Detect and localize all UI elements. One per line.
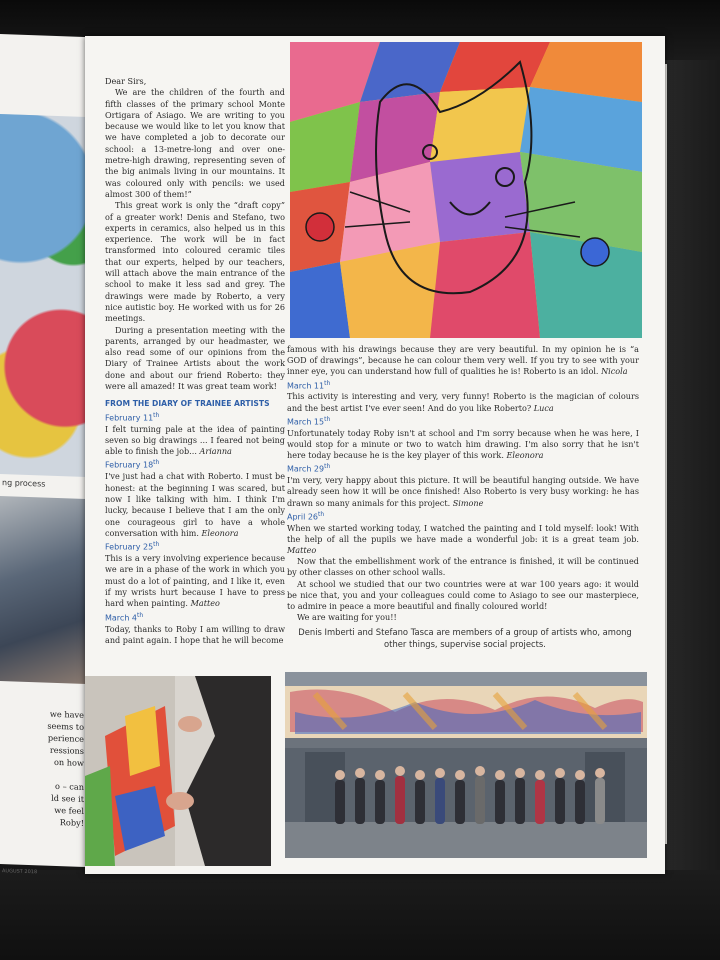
closing-paragraph-1: Now that the embellishment work of the entrance is finished, it will be continued by other classes on other school walls.: [287, 556, 639, 578]
letter-greeting: Dear Sirs,: [105, 76, 147, 86]
diary-entry: This is a very involving experience because we are in a phase of the work in which you must do a lot of painting, and I like it, even if my wrists hurt because I have to press hard when painting. Matteo: [105, 553, 285, 609]
diary-date: March 15th: [287, 415, 331, 427]
previous-page-footer: AUGUST 2018: [2, 868, 38, 876]
diary-date: February 25th: [105, 541, 160, 552]
diary-entry: I've just had a chat with Roberto. I must be honest: at the beginning I was scared, but now I like talking with him. I think I'm lucky, because I believe that I am the only one courageous girl to have a whole conversation with him. Eleonora: [105, 471, 285, 538]
diary-entry: When we started working today, I watched the painting and I told myself: look! With the help of all the pupils we have made a wonderful job: it is a great team job. Matteo: [287, 522, 639, 556]
diary-date: February 11th: [105, 411, 160, 423]
previous-page: [0, 34, 95, 876]
diary-date: March 4th: [105, 611, 144, 623]
diary-column-right: [287, 344, 639, 624]
letter-paragraph-2: This great work is only the “draft copy” of a greater work! Denis and Stefano, two experts in ceramics, also helped us in this experience. The work will be in fact transformed into coloured ceramic tiles that our experts, helped by our teachers, will attach above the main entrance of the school to make it less sad and grey. The drawings were made by Roberto, a very nice autistic boy. He worked with us for 26 meetings.: [105, 200, 285, 324]
diary-date: March 11th: [287, 379, 331, 391]
diary-entry: This activity is interesting and very, very funny! Roberto is the magician of colours and the best artist I've ever seen! And do you like Roberto? Luca: [287, 391, 639, 413]
letter-paragraph-3: During a presentation meeting with the parents, arranged by our headmaster, we also read some of our opinions from the Diary of Trainee Artists about the work done and about our friend Roberto: they were all amazed! It was great team work!: [105, 324, 285, 392]
background-bottom: [0, 870, 720, 960]
diary-entry: Unfortunately today Roby isn't at school and I'm sorry because when he was here, I would stop for a minute or two to watch him drawing. I'm also sorry that he isn't here today because he is the key player of this work. Eleonora: [287, 427, 639, 461]
closing-paragraph-2: At school we studied that our two countries were at war 100 years ago: it would be nice that, you and your colleagues could come to Asiago to see our masterpiece, to admire in peace a more beautiful and finally coloured world!: [287, 578, 639, 612]
diary-entry: I felt turning pale at the idea of painting seven so big drawings ... I feared not being able to finish the job... Arianna: [105, 423, 285, 457]
diary-heading: FROM THE DIARY OF TRAINEE ARTISTS: [105, 399, 270, 409]
previous-page-caption: ng process: [2, 478, 46, 489]
previous-page-photo: [0, 496, 86, 684]
authors-note: Denis Imberti and Stefano Tasca are members of a group of artists who, among other things, supervise social projects.: [298, 627, 632, 649]
diary-entry-start: Today, thanks to Roby I am willing to draw and paint again. I hope that he will become: [105, 623, 285, 645]
diary-date: February 18th: [105, 459, 160, 471]
diary-entry: I'm very, very happy about this picture. It will be beautiful hanging outside. We have already seen how it will be once finished! Also Roberto is very busy working: he has drawn so many animals for this project. Simone: [287, 475, 639, 508]
letter-paragraph-1: We are the children of the fourth and fifth classes of the primary school Monte Ortigara of Asiago. We are writing to you because we would like to let you know that we have completed a job to decorate our school: a 13-metre-long and over one-metre-high drawing, representing seven of the big animals living in our mountains. It was coloured only with pencils: we used almost 300 of them!”: [105, 87, 285, 199]
school-entrance-group-photo: [285, 672, 647, 858]
diary-entry-continued: famous with his drawings because they are very beautiful. In my opinion he is “a GOD of drawings”, because he can colour them very well. If you try to see with your inner eye, you can understand how full of qualities he is! Roberto is an idol. Nicola: [287, 344, 639, 377]
previous-page-text: we have seems to perience ressions on how o – can ld see it we feel Roby!: [47, 708, 84, 828]
closing-paragraph-3: We are waiting for you!!: [297, 612, 397, 623]
letter-column: [105, 76, 285, 646]
previous-page-artwork: [0, 114, 90, 477]
magazine-page: [85, 36, 665, 874]
diary-date: March 29th: [287, 463, 331, 474]
cat-drawing-artwork: [290, 42, 642, 338]
diary-date: April 26th: [287, 510, 325, 522]
painting-in-progress-photo: [85, 676, 271, 866]
